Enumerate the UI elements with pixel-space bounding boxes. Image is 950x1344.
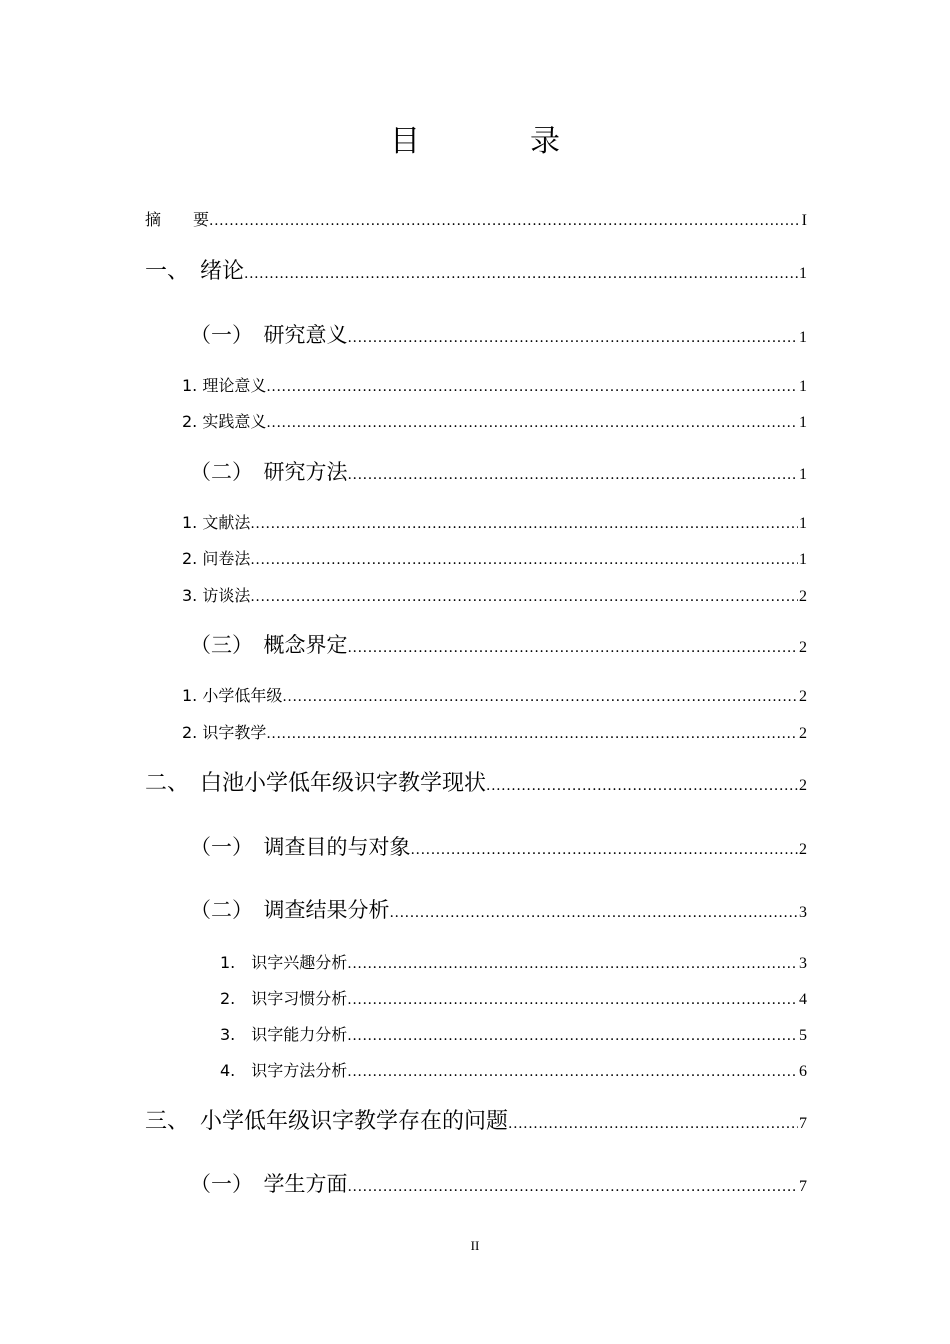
toc-entry-number: （一） bbox=[190, 1172, 264, 1196]
toc-entry-number: 2. bbox=[220, 989, 252, 1008]
toc-page-number: 1 bbox=[799, 414, 807, 431]
toc-entry-text: 文献法 bbox=[202, 513, 251, 532]
toc-leader-dots bbox=[266, 379, 798, 395]
toc-entry-text: 识字兴趣分析 bbox=[251, 953, 348, 972]
toc-page-number: I bbox=[801, 212, 807, 229]
toc-entry-text: 识字教学 bbox=[202, 723, 267, 742]
toc-leader-dots bbox=[508, 1116, 798, 1132]
toc-entry-item[interactable] bbox=[182, 409, 807, 432]
toc-page-number: 1 bbox=[799, 515, 807, 532]
toc-entry-number: 一、 bbox=[145, 259, 201, 284]
toc-entry-chapter-1[interactable] bbox=[145, 254, 807, 285]
toc-entry-number: 二、 bbox=[145, 771, 201, 796]
toc-entry-number: 1. bbox=[182, 376, 203, 395]
toc-entry-text: 小学低年级识字教学存在的问题 bbox=[200, 1109, 509, 1134]
toc-entry-text: 学生方面 bbox=[263, 1172, 348, 1196]
toc-entry-item[interactable] bbox=[220, 986, 807, 1009]
toc-page-number: 2 bbox=[799, 639, 807, 656]
toc-leader-dots bbox=[347, 956, 798, 972]
toc-entry-number: 3. bbox=[220, 1025, 252, 1044]
toc-page-number: 2 bbox=[799, 841, 807, 858]
toc-entry-item[interactable] bbox=[182, 683, 807, 706]
toc-leader-dots bbox=[348, 1179, 799, 1195]
toc-leader-dots bbox=[282, 689, 798, 705]
toc-page-number: 3 bbox=[799, 955, 807, 972]
toc-entry-number: （一） bbox=[190, 835, 264, 859]
toc-page-number: 1 bbox=[799, 466, 807, 483]
toc-page-number: 1 bbox=[799, 265, 807, 282]
toc-leader-dots bbox=[250, 589, 798, 605]
toc-leader-dots bbox=[486, 778, 798, 794]
toc-leader-dots bbox=[266, 726, 798, 742]
toc-page-number: 1 bbox=[799, 551, 807, 568]
toc-entry-number: 2. bbox=[182, 412, 203, 431]
toc-entry-section-1-3[interactable] bbox=[190, 629, 807, 659]
toc-leader-dots bbox=[209, 213, 801, 229]
toc-page-number: 2 bbox=[799, 777, 807, 794]
toc-entry-text: 小学低年级 bbox=[202, 686, 283, 705]
toc-entry-item[interactable] bbox=[220, 1058, 807, 1081]
toc-entry-item[interactable] bbox=[182, 583, 807, 606]
toc-leader-dots bbox=[348, 330, 799, 346]
toc-leader-dots bbox=[348, 640, 799, 656]
toc-entry-text: 访谈法 bbox=[202, 586, 251, 605]
toc-page-number: 2 bbox=[799, 588, 807, 605]
toc-leader-dots bbox=[244, 266, 798, 282]
toc-entry-section-2-2[interactable] bbox=[190, 894, 807, 924]
toc-entry-text: 实践意义 bbox=[202, 412, 267, 431]
toc-entry-text: 理论意义 bbox=[202, 376, 267, 395]
toc-entry-number: 三、 bbox=[145, 1109, 201, 1134]
toc-entry-number: 4. bbox=[220, 1061, 252, 1080]
toc-entry-chapter-3[interactable] bbox=[145, 1104, 807, 1135]
toc-entry-text: 识字方法分析 bbox=[251, 1061, 348, 1080]
toc-page-number: 3 bbox=[799, 904, 807, 921]
toc-entry-text: 问卷法 bbox=[202, 549, 251, 568]
toc-page-number: 4 bbox=[799, 991, 807, 1008]
toc-entry-number: 2. bbox=[182, 723, 203, 742]
toc-entry-number: 1. bbox=[182, 686, 203, 705]
toc-entry-text: 概念界定 bbox=[263, 633, 348, 657]
toc-leader-dots bbox=[348, 467, 799, 483]
toc-page-number: 6 bbox=[799, 1063, 807, 1080]
toc-entry-number: 2. bbox=[182, 549, 203, 568]
toc-entry-text: 研究意义 bbox=[263, 323, 348, 347]
toc-page-number: 7 bbox=[799, 1115, 807, 1132]
toc-page-number: 2 bbox=[799, 725, 807, 742]
toc-entry-item[interactable] bbox=[220, 1022, 807, 1045]
toc-page-number: 1 bbox=[799, 329, 807, 346]
toc-entry-number: 3. bbox=[182, 586, 203, 605]
page-title: 目 录 bbox=[390, 124, 600, 159]
toc-entry-number: （二） bbox=[190, 898, 264, 922]
toc-page-number: 2 bbox=[799, 688, 807, 705]
toc-entry-section-1-2[interactable] bbox=[190, 456, 807, 486]
toc-entry-item[interactable] bbox=[182, 510, 807, 533]
toc-leader-dots bbox=[250, 552, 798, 568]
toc-entry-text: 研究方法 bbox=[263, 460, 348, 484]
toc-entry-section-3-1[interactable] bbox=[190, 1168, 807, 1198]
toc-entry-item[interactable] bbox=[182, 373, 807, 396]
toc-leader-dots bbox=[411, 842, 799, 858]
toc-entry-number: （二） bbox=[190, 460, 264, 484]
toc-entry-text: 识字能力分析 bbox=[251, 1025, 348, 1044]
toc-entry-number: （三） bbox=[190, 633, 264, 657]
toc-leader-dots bbox=[347, 992, 798, 1008]
toc-entry-number: 1. bbox=[182, 513, 203, 532]
toc-leader-dots bbox=[266, 415, 798, 431]
toc-entry-number: 摘 要 bbox=[145, 210, 210, 229]
toc-entry-item[interactable] bbox=[182, 720, 807, 743]
toc-page-number: 7 bbox=[799, 1178, 807, 1195]
toc-page-number: 1 bbox=[799, 378, 807, 395]
toc-page-number: 5 bbox=[799, 1027, 807, 1044]
toc-leader-dots bbox=[347, 1028, 798, 1044]
toc-entry-abstract[interactable] bbox=[145, 207, 807, 230]
toc-entry-text: 白池小学低年级识字教学现状 bbox=[200, 771, 487, 796]
toc-entry-text: 调查目的与对象 bbox=[263, 835, 411, 859]
toc-leader-dots bbox=[390, 905, 799, 921]
toc-entry-text: 绪论 bbox=[200, 259, 245, 284]
toc-entry-chapter-2[interactable] bbox=[145, 766, 807, 797]
toc-entry-text: 调查结果分析 bbox=[263, 898, 390, 922]
toc-leader-dots bbox=[250, 516, 798, 532]
toc-entry-text: 识字习惯分析 bbox=[251, 989, 348, 1008]
toc-entry-number: 1. bbox=[220, 953, 252, 972]
toc-entry-item[interactable] bbox=[182, 546, 807, 569]
toc-leader-dots bbox=[347, 1064, 798, 1080]
toc-entry-item[interactable] bbox=[220, 950, 807, 973]
toc-entry-section-2-1[interactable] bbox=[190, 831, 807, 861]
toc-entry-section-1-1[interactable] bbox=[190, 319, 807, 349]
toc-entry-number: （一） bbox=[190, 323, 264, 347]
page-footer-number: II bbox=[470, 1238, 480, 1253]
